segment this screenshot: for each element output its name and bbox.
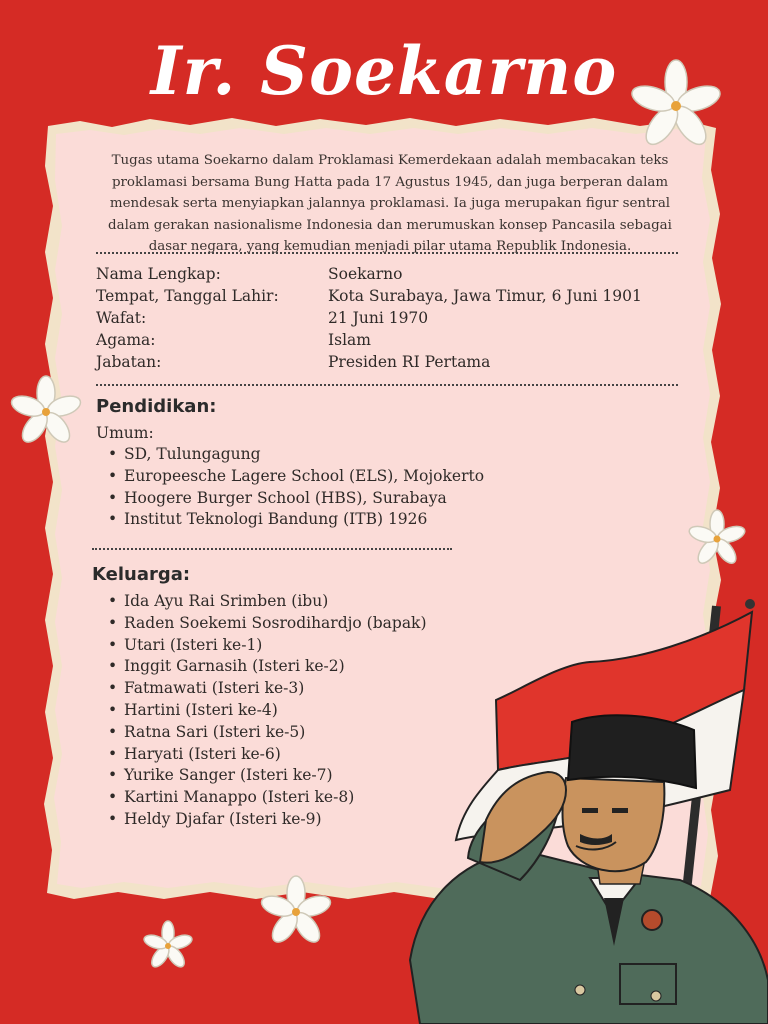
right-eye: [612, 808, 628, 813]
info-value: Kota Surabaya, Jawa Timur, 6 Juni 1901: [328, 287, 642, 305]
jasmine-flower-icon: [686, 508, 748, 570]
jasmine-flower-icon: [258, 874, 334, 950]
info-label: Tempat, Tanggal Lahir:: [96, 287, 279, 305]
info-label: Jabatan:: [96, 353, 162, 371]
info-label: Agama:: [96, 331, 156, 349]
intro-paragraph: Tugas utama Soekarno dalam Proklamasi Kemerdekaan adalah membacakan teks proklamasi bersama Bung Hatta pada 17 Agustus 1945, dan juga berperan dalam mendesak serta menyiapkan jalannya proklamasi. Ia juga merupakan figur sentral dalam gerakan nasionalisme Indonesia dan merumuskan konsep Pancasila sebagai dasar negara, yang kemudian menjadi pilar utama Republik Indonesia.: [108, 153, 672, 254]
list-item: • SD, Tulungagung: [108, 444, 484, 466]
family-heading: Keluarga:: [92, 564, 191, 585]
list-item: • Inggit Garnasih (Isteri ke-2): [108, 656, 427, 678]
info-value: Presiden RI Pertama: [328, 353, 491, 371]
list-item: • Ratna Sari (Isteri ke-5): [108, 722, 427, 744]
list-item: • Hartini (Isteri ke-4): [108, 700, 427, 722]
uniform-badge: [642, 910, 662, 930]
flag-pole-top: [745, 599, 755, 609]
list-item: • Yurike Sanger (Isteri ke-7): [108, 765, 427, 787]
info-label: Wafat:: [96, 309, 147, 327]
info-value: Soekarno: [328, 265, 403, 283]
left-eye: [582, 808, 598, 813]
list-item: • Haryati (Isteri ke-6): [108, 744, 427, 766]
info-value: 21 Juni 1970: [328, 309, 429, 327]
info-value: Islam: [328, 331, 371, 349]
list-item: • Raden Soekemi Sosrodihardjo (bapak): [108, 613, 427, 635]
jasmine-flower-icon: [628, 58, 724, 154]
list-item: • Fatmawati (Isteri ke-3): [108, 678, 427, 700]
list-item: • Kartini Manappo (Isteri ke-8): [108, 787, 427, 809]
list-item: • Institut Teknologi Bandung (ITB) 1926: [108, 509, 484, 531]
jasmine-flower-icon: [142, 920, 194, 972]
uniform-button: [575, 985, 585, 995]
page-title: Ir. Soekarno: [150, 32, 618, 110]
list-item: • Ida Ayu Rai Srimben (ibu): [108, 591, 427, 613]
peci-hat: [568, 715, 696, 788]
education-subheading: Umum:: [96, 424, 154, 442]
uniform-button: [651, 991, 661, 1001]
list-item: • Utari (Isteri ke-1): [108, 635, 427, 657]
face: [563, 778, 665, 871]
jasmine-flower-icon: [8, 374, 84, 450]
education-heading: Pendidikan:: [96, 396, 217, 417]
list-item: • Europeesche Lagere School (ELS), Mojokerto: [108, 466, 484, 488]
list-item: • Heldy Djafar (Isteri ke-9): [108, 809, 427, 831]
info-label: Nama Lengkap:: [96, 265, 221, 283]
uniform-body: [410, 850, 768, 1024]
list-item: • Hoogere Burger School (HBS), Surabaya: [108, 488, 484, 510]
